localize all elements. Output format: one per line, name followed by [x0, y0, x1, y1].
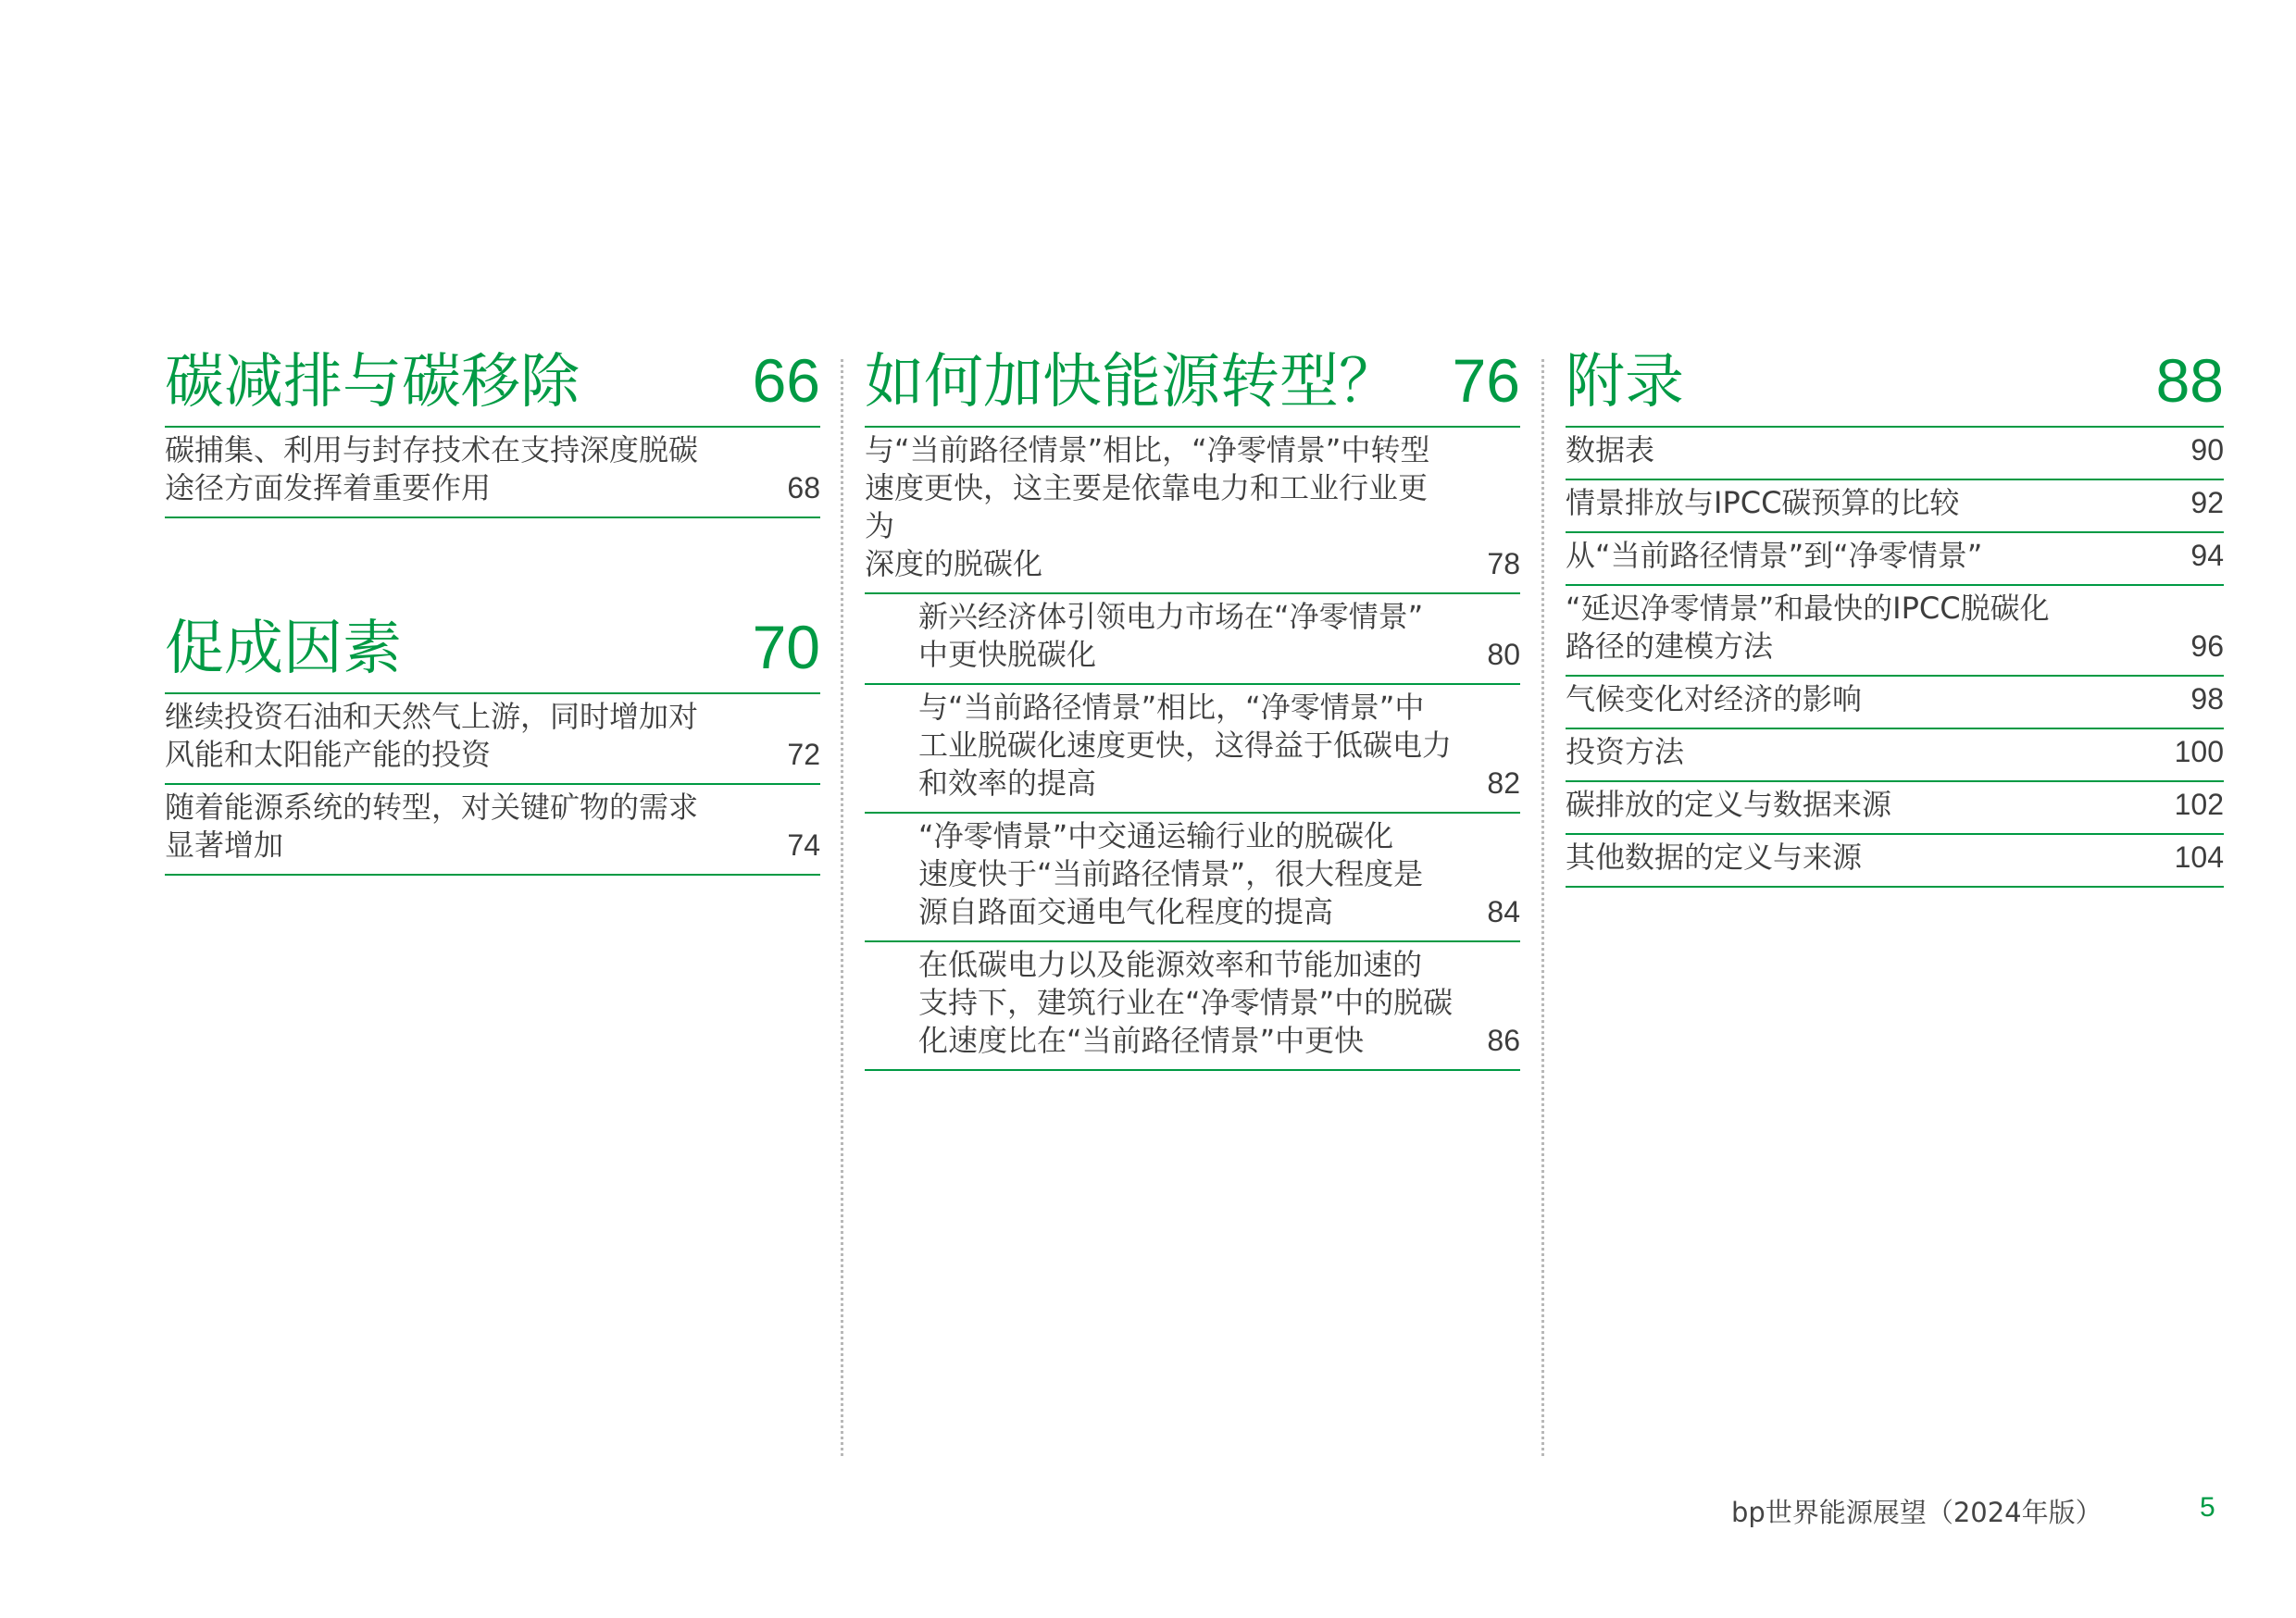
toc-entry-page: 92 — [2190, 486, 2224, 519]
section-page-number: 70 — [752, 613, 820, 681]
toc-entry-text: 新兴经济体引领电力市场在“净零情景” 中更快脱碳化 — [918, 599, 1424, 672]
section-page-number: 66 — [752, 346, 820, 415]
toc-entry-text: “延迟净零情景”和最快的IPCC脱碳化 路径的建模方法 — [1566, 591, 2050, 664]
toc-subentry[interactable] — [865, 814, 1520, 942]
toc-subentry[interactable] — [865, 594, 1520, 685]
toc-section-heading[interactable] — [1566, 342, 2224, 428]
toc-entry[interactable] — [1566, 782, 2224, 835]
toc-subentry[interactable] — [865, 685, 1520, 814]
toc-entry-text: 碳排放的定义与数据来源 — [1566, 787, 1892, 822]
toc-section-heading[interactable] — [165, 609, 820, 694]
toc-entry-page: 94 — [2190, 539, 2224, 572]
toc-entry-page: 68 — [787, 471, 820, 504]
footer-page-number: 5 — [2200, 1492, 2215, 1523]
section-title: 碳减排与碳移除 — [165, 348, 580, 417]
toc-entry[interactable] — [1566, 677, 2224, 729]
dotted-column-divider — [841, 359, 843, 1456]
section-title: 如何加快能源转型？ — [865, 348, 1398, 417]
toc-entry-page: 78 — [1487, 547, 1520, 580]
toc-column-2 — [865, 342, 1520, 1071]
toc-entry-text: 情景排放与IPCC碳预算的比较 — [1566, 485, 1960, 520]
toc-entry-text: “净零情景”中交通运输行业的脱碳化 速度快于“当前路径情景”，很大程度是 源自路面交通电气化程度的提高 — [918, 818, 1424, 929]
toc-entry-text: 气候变化对经济的影响 — [1566, 681, 1863, 716]
toc-entry[interactable] — [1566, 729, 2224, 782]
toc-column-3 — [1566, 342, 2224, 888]
section-page-number: 88 — [2155, 346, 2224, 415]
toc-column-1 — [165, 342, 820, 876]
section-title: 附录 — [1566, 348, 1684, 417]
section-page-number: 76 — [1452, 346, 1520, 415]
toc-section-heading[interactable] — [865, 342, 1520, 428]
toc-section-heading[interactable] — [165, 342, 820, 428]
toc-entry-text: 碳捕集、利用与封存技术在支持深度脱碳 途径方面发挥着重要作用 — [165, 432, 699, 505]
toc-entry-page: 96 — [2190, 629, 2224, 663]
toc-entry[interactable] — [865, 428, 1520, 594]
toc-entry-text: 与“当前路径情景”相比，“净零情景”中 工业脱碳化速度更快，这得益于低碳电力 和效率的提高 — [918, 690, 1453, 801]
toc-entry-text: 与“当前路径情景”相比，“净零情景”中转型 速度更快，这主要是依靠电力和工业行业更为 深度的脱碳化 — [865, 432, 1430, 581]
toc-entry[interactable] — [1566, 480, 2224, 533]
toc-entry-page: 90 — [2190, 433, 2224, 467]
toc-entry-page: 104 — [2174, 840, 2224, 874]
toc-entry-page: 102 — [2174, 788, 2224, 821]
toc-entry[interactable] — [165, 785, 820, 876]
toc-entry-page: 100 — [2174, 735, 2224, 768]
toc-entry-text: 数据表 — [1566, 432, 1655, 467]
toc-entry[interactable] — [1566, 428, 2224, 480]
toc-entry-page: 82 — [1487, 766, 1520, 800]
toc-entry-page: 98 — [2190, 682, 2224, 716]
toc-entry-page: 80 — [1487, 638, 1520, 671]
toc-entry-page: 74 — [787, 828, 820, 862]
footer-report-title: bp世界能源展望（2024年版） — [1731, 1497, 2103, 1528]
toc-entry-text: 在低碳电力以及能源效率和节能加速的 支持下，建筑行业在“净零情景”中的脱碳 化速度比在“当前路径情景”中更快 — [918, 947, 1454, 1058]
section-title: 促成因素 — [165, 615, 402, 683]
toc-entry[interactable] — [1566, 586, 2224, 677]
toc-entry-text: 投资方法 — [1566, 734, 1685, 769]
toc-entry[interactable] — [165, 428, 820, 518]
toc-entry-page: 84 — [1487, 895, 1520, 928]
toc-entry-text: 随着能源系统的转型，对关键矿物的需求 显著增加 — [165, 790, 699, 863]
dotted-column-divider — [1541, 359, 1544, 1456]
toc-subentry[interactable] — [865, 942, 1520, 1071]
toc-entry-page: 86 — [1487, 1024, 1520, 1057]
toc-entry[interactable] — [165, 694, 820, 785]
toc-entry[interactable] — [1566, 835, 2224, 888]
toc-entry-text: 从“当前路径情景”到“净零情景” — [1566, 538, 1983, 573]
toc-entry[interactable] — [1566, 533, 2224, 586]
toc-entry-text: 其他数据的定义与来源 — [1566, 840, 1863, 875]
toc-entry-text: 继续投资石油和天然气上游，同时增加对 风能和太阳能产能的投资 — [165, 699, 699, 772]
toc-entry-page: 72 — [787, 738, 820, 771]
